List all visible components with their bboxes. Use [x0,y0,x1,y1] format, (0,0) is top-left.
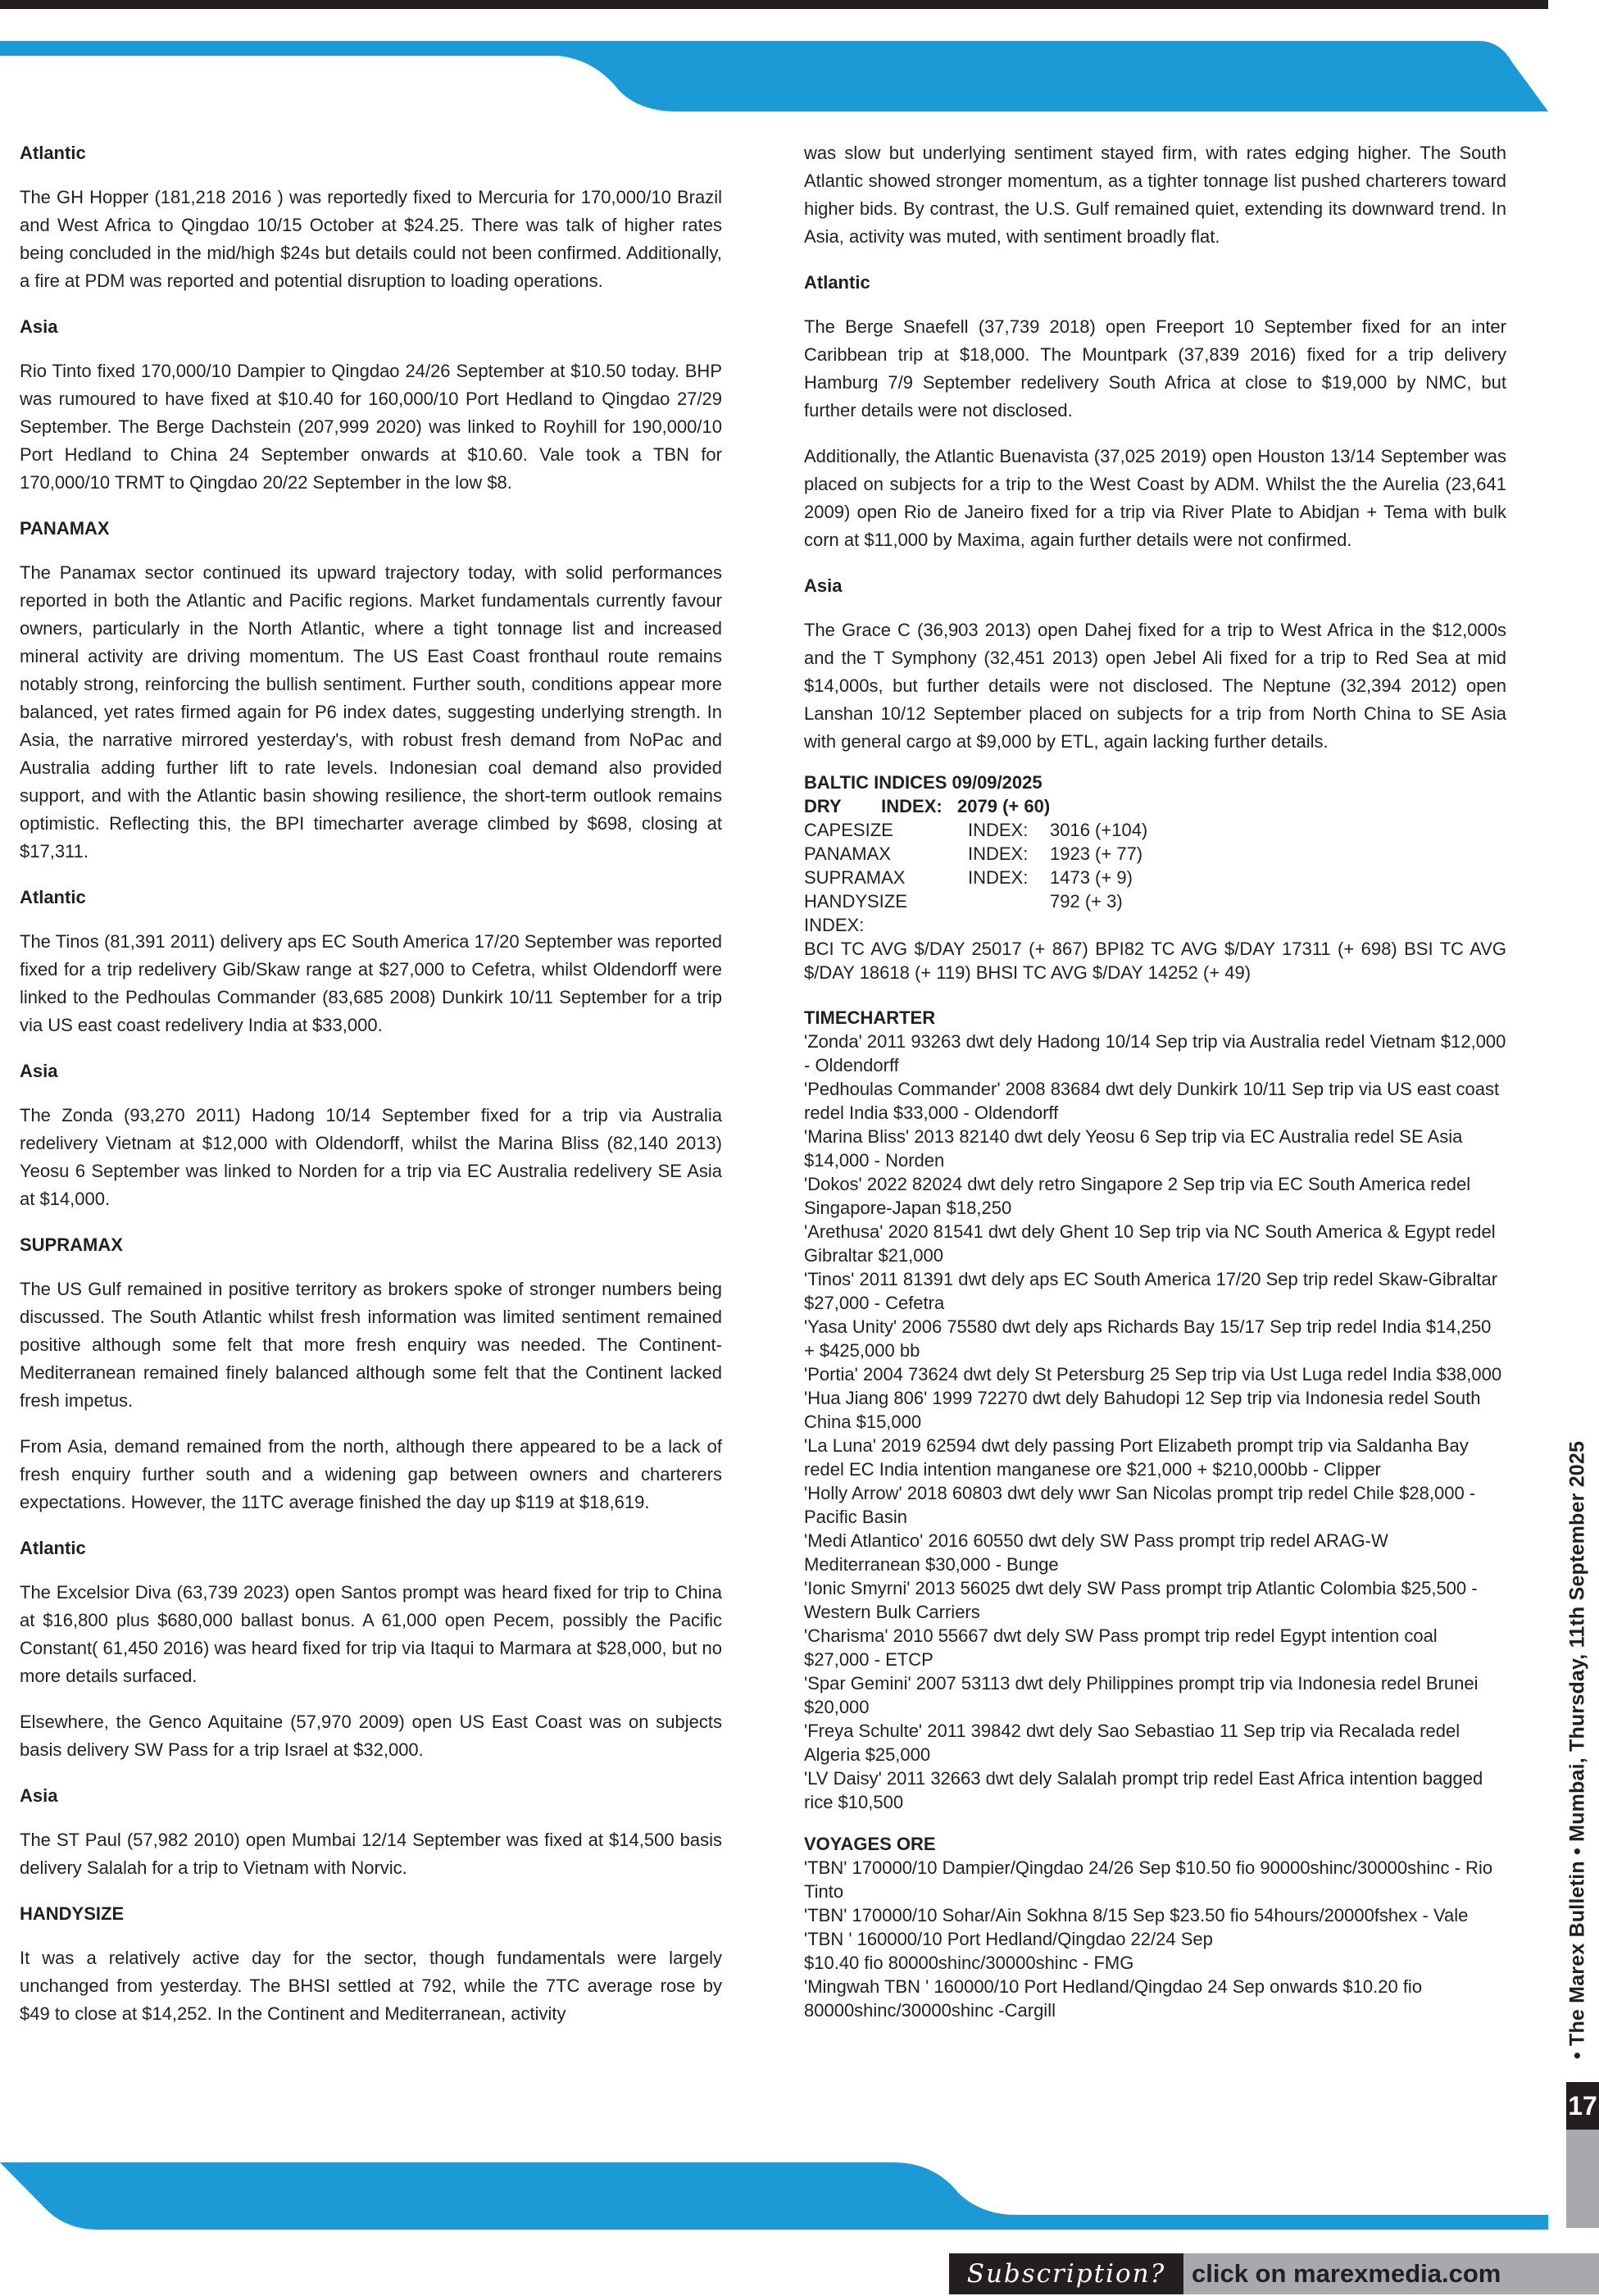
section-heading: Asia [20,1785,58,1806]
index-key: INDEX: [968,867,1029,888]
section-heading: Asia [20,316,58,337]
timecharter-item: 'Yasa Unity' 2006 75580 dwt dely aps Richards Bay 15/17 Sep trip redel India $14,250 + $425,000 bb [804,1316,1492,1361]
timecharter-item: 'Ionic Smyrni' 2013 56025 dwt dely SW Pass prompt trip Atlantic Colombia $25,500 - Western Bulk Carriers [804,1578,1478,1622]
index-val: 1923 (+ 77) [1050,843,1143,864]
timecharter-item: 'Tinos' 2011 81391 dwt dely aps EC South America 17/20 Sep trip redel Skaw-Gibraltar $27,000 - Cefetra [804,1269,1498,1313]
indices-rows [804,818,1506,937]
index-name: CAPESIZE [804,820,893,840]
index-row [804,889,1506,937]
indices-dry: DRY INDEX: 2079 (+ 60) [804,796,1051,816]
indices-heading: BALTIC INDICES 09/09/2025 [804,772,1043,793]
bulletin-sidebar-text: • The Marex Bulletin • Mumbai, Thursday, 11th September 2025 [1565,1440,1589,2060]
timecharter-item: 'Dokos' 2022 82024 dwt dely retro Singapore 2 Sep trip via EC South America redel Singapore-Japan $18,250 [804,1174,1471,1218]
index-key: INDEX: [968,820,1029,840]
article-paragraph: It was a relatively active day for the sector, though fundamentals were largely unchanged from yesterday. The BHSI settled at 792, while the 7TC average rose by $49 to close at $14,252. In the Continent and Mediterranean, activity [20,1948,722,2024]
timecharter-item: 'Zonda' 2011 93263 dwt dely Hadong 10/14 Sep trip via Australia redel Vietnam $12,000 - Oldendorff [804,1031,1506,1075]
timecharter-heading: TIMECHARTER [804,1007,936,1028]
right-column [804,139,1506,2040]
section-heading: Asia [804,575,843,596]
article-paragraph: Elsewhere, the Genco Aquitaine (57,970 2009) open US East Coast was on subjects basis delivery SW Pass for a trip Israel at $32,000. [20,1712,722,1760]
voyages-list [804,1856,1506,2022]
section-heading: HANDYSIZE [20,1903,125,1924]
article-paragraph: The Panamax sector continued its upward trajectory today, with solid performances reported in both the Atlantic and Pacific regions. Market fundamentals currently favour owners, particularly in the North Atlantic, where a tight tonnage list and increased mineral activity are driving momentum. The US East Coast fronthaul route remains notably strong, reinforcing the bullish sentiment. Further south, conditions appear more balanced, yet rates firmed again for P6 index dates, suggesting underlying strength. In Asia, the narrative mirrored yesterday's, with robust fresh demand from NoPac and Australia adding further lift to rate levels. Indonesian coal demand also provided support, and with the Atlantic basin showing resilience, the short-term outlook remains optimistic. Reflecting this, the BPI timecharter average climbed by $698, closing at $17,311. [20,562,722,862]
index-row [804,818,1506,842]
voyage-item: 'Mingwah TBN ' 160000/10 Port Hedland/Qingdao 24 Sep onwards $10.20 fio 80000shinc/30000shinc -Cargill [804,1976,1423,2021]
voyage-item: $10.40 fio 80000shinc/30000shinc - FMG [804,1953,1134,1973]
article-paragraph: From Asia, demand remained from the north, although there appeared to be a lack of fresh enquiry further south and a widening gap between owners and charterers expectations. However, the 11TC average finished the day up $119 at $18,619. [20,1436,722,1512]
timecharter-item: 'Charisma' 2010 55667 dwt dely SW Pass prompt trip redel Egypt intention coal $27,000 - ETCP [804,1625,1438,1670]
timecharter-item: 'Marina Bliss' 2013 82140 dwt dely Yeosu 6 Sep trip via EC Australia redel SE Asia $14,000 - Norden [804,1126,1463,1171]
header-wave-shape [0,41,1548,111]
voyages-heading: VOYAGES ORE [804,1834,936,1854]
index-row [804,842,1506,866]
subscription-link[interactable]: click on marexmedia.com [1183,2253,1599,2294]
voyage-item: 'TBN' 170000/10 Dampier/Qingdao 24/26 Sep $10.50 fio 90000shinc/30000shinc - Rio Tinto [804,1857,1493,1902]
top-rule [0,0,1548,9]
section-heading: Atlantic [804,272,870,293]
index-val: 1473 (+ 9) [1050,867,1133,888]
left-column [20,139,722,2046]
indices-bci-line: BCI TC AVG $/DAY 25017 (+ 867) BPI82 TC AVG $/DAY 17311 (+ 698) BSI TC AVG $/DAY 18618 (+ 119) BHSI TC AVG $/DAY 14252 (+ 49) [804,939,1506,983]
subscription-label[interactable]: Subscription? [949,2253,1183,2294]
timecharter-item: 'Medi Atlantico' 2016 60550 dwt dely SW Pass prompt trip redel ARAG-W Mediterranean $30,000 - Bunge [804,1530,1388,1575]
timecharter-item: 'Hua Jiang 806' 1999 72270 dwt dely Bahudopi 12 Sep trip via Indonesia redel South China $15,000 [804,1388,1481,1432]
section-heading: PANAMAX [20,518,110,539]
index-name: SUPRAMAX [804,867,906,888]
timecharter-item: 'Holly Arrow' 2018 60803 dwt dely wwr San Nicolas prompt trip redel Chile $28,000 - Pacific Basin [804,1483,1476,1527]
index-row [804,866,1506,889]
timecharter-item: 'LV Daisy' 2011 32663 dwt dely Salalah prompt trip redel East Africa intention bagged rice $10,500 [804,1768,1483,1812]
article-paragraph: The Berge Snaefell (37,739 2018) open Freeport 10 September fixed for an inter Caribbean trip at $18,000. The Mountpark (37,839 2016) fixed for a trip delivery Hamburg 7/9 September redelivery South Africa at close to $19,000 by NMC, but further details were not disclosed. [804,316,1506,421]
article-paragraph: The Zonda (93,270 2011) Hadong 10/14 September fixed for a trip via Australia redelivery Vietnam at $12,000 with Oldendorff, whilst the Marina Bliss (82,140 2013) Yeosu 6 September was linked to Norden for a trip via EC Australia redelivery SE Asia at $14,000. [20,1105,722,1209]
index-name: HANDYSIZE INDEX: [804,891,907,935]
section-heading: Asia [20,1061,58,1081]
voyage-item: 'TBN' 170000/10 Sohar/Ain Sokhna 8/15 Sep $23.50 fio 54hours/20000fshex - Vale [804,1905,1469,1925]
footer-wave [0,2161,1599,2231]
article-paragraph: The ST Paul (57,982 2010) open Mumbai 12/14 September was fixed at $14,500 basis delivery Salalah for a trip to Vietnam with Norvic. [20,1830,722,1878]
index-name: PANAMAX [804,843,891,864]
baltic-indices [804,771,1506,984]
section-heading: SUPRAMAX [20,1234,123,1255]
article-paragraph: The Excelsior Diva (63,739 2023) open Santos prompt was heard fixed for trip to China at $16,800 plus $680,000 ballast bonus. A 61,000 open Pecem, possibly the Pacific Constant( 61,450 2016) was heard fixed for trip via Itaqui to Marmara at $28,000, but no more details surfaced. [20,1582,722,1686]
voyage-item: 'TBN ' 160000/10 Port Hedland/Qingdao 22/24 Sep [804,1929,1213,1949]
timecharter-item: 'Freya Schulte' 2011 39842 dwt dely Sao Sebastiao 11 Sep trip via Recalada redel Algeria $25,000 [804,1721,1460,1765]
index-key [968,889,1050,937]
section-heading: Atlantic [20,143,86,163]
footer-wave-shape [0,2162,1548,2230]
page-number: 17 [1566,2082,1599,2130]
timecharter-item: 'La Luna' 2019 62594 dwt dely passing Port Elizabeth prompt trip via Saldanha Bay redel EC India intention manganese ore $21,000 + $210,000bb - Clipper [804,1435,1469,1480]
section-heading: Atlantic [20,887,86,907]
article-paragraph: The US Gulf remained in positive territory as brokers spoke of stronger numbers being discussed. The South Atlantic whilst fresh information was limited sentiment remained positive although some felt that more fresh enquiry was needed. The Continent-Mediterranean remained finely balanced although some felt that the Continent lacked fresh impetus. [20,1279,722,1411]
article-paragraph: Rio Tinto fixed 170,000/10 Dampier to Qingdao 24/26 September at $10.50 today. BHP was rumoured to have fixed at $10.40 for 160,000/10 Port Hedland to Qingdao 27/29 September. The Berge Dachstein (207,999 2020) was linked to Royhill for 190,000/10 Port Hedland to China 24 September onwards at $10.60. Vale took a TBN for 170,000/10 TRMT to Qingdao 20/22 September in the low $8. [20,361,722,493]
header-wave [0,39,1599,113]
timecharter-item: 'Arethusa' 2020 81541 dwt dely Ghent 10 Sep trip via NC South America & Egypt redel Gibraltar $21,000 [804,1221,1496,1266]
article-paragraph: The Grace C (36,903 2013) open Dahej fixed for a trip to West Africa in the $12,000s and the T Symphony (32,451 2013) open Jebel Ali fixed for a trip to Red Sea at mid $14,000s, but further details were not disclosed. The Neptune (32,394 2012) open Lanshan 10/12 September placed on subjects for a trip from North China to SE Asia with general cargo at $9,000 by ETL, again lacking further details. [804,620,1506,752]
article-paragraph: The GH Hopper (181,218 2016 ) was reportedly fixed to Mercuria for 170,000/10 Brazil and West Africa to Qingdao 10/15 October at $24.25. There was talk of higher rates being concluded in the mid/high $24s but details could not been confirmed. Additionally, a fire at PDM was reported and potential disruption to loading operations. [20,187,722,291]
article-paragraph: was slow but underlying sentiment stayed firm, with rates edging higher. The South Atlantic showed stronger momentum, as a tighter tonnage list pushed charterers toward higher bids. By contrast, the U.S. Gulf remained quiet, extending its downward trend. In Asia, activity was muted, with sentiment broadly flat. [804,143,1506,247]
section-heading: Atlantic [20,1538,86,1558]
right-column-articles [804,139,1506,756]
page-tab-block [1566,2130,1599,2228]
timecharter-list [804,1030,1506,1814]
timecharter-item: 'Spar Gemini' 2007 53113 dwt dely Philippines prompt trip via Indonesia redel Brunei $20,000 [804,1673,1479,1717]
timecharter-item: 'Pedhoulas Commander' 2008 83684 dwt dely Dunkirk 10/11 Sep trip via US east coast redel India $33,000 - Oldendorff [804,1079,1500,1123]
article-paragraph: Additionally, the Atlantic Buenavista (37,025 2019) open Houston 13/14 September was placed on subjects for a trip to the West Coast by ADM. Whilst the the Aurelia (23,641 2009) open Rio de Janeiro fixed for a trip via River Plate to Abidjan + Tema with bulk corn at $11,000 by Maxima, again further details were not confirmed. [804,446,1506,550]
index-val: 792 (+ 3) [1050,891,1123,912]
index-val: 3016 (+104) [1050,820,1148,840]
article-paragraph: The Tinos (81,391 2011) delivery aps EC South America 17/20 September was reported fixed for a trip redelivery Gib/Skaw range at $27,000 to Cefetra, whilst Oldendorff were linked to the Pedhoulas Commander (83,685 2008) Dunkirk 10/11 September for a trip via US east coast redelivery India at $33,000. [20,931,722,1035]
timecharter-item: 'Portia' 2004 73624 dwt dely St Petersburg 25 Sep trip via Ust Luga redel India $38,000 [804,1364,1502,1384]
index-key: INDEX: [968,843,1029,864]
